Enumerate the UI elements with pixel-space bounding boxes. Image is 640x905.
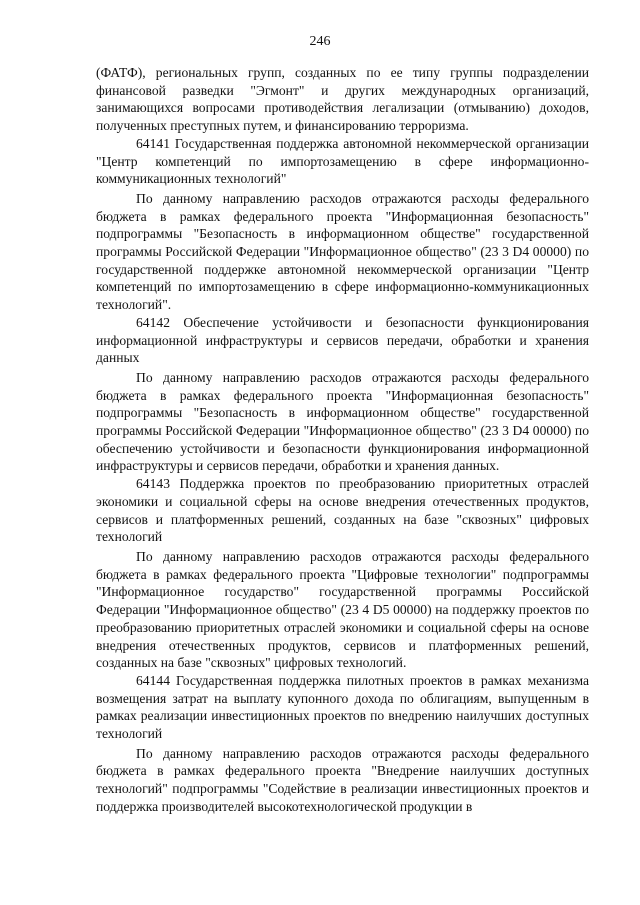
paragraph-64144-description: По данному направлению расходов отражаются расходы федерального бюджета в рамках федерального проекта "Внедрение наилучших доступных технологий" подпрограммы "Содействие в реализации инвестиционных проектов и поддержка производителей высокотехнологической продукции в (96, 745, 589, 814)
paragraph-64141-heading: 64141 Государственная поддержка автономной некоммерческой организации "Центр компетенций по импортозамещению в сфере информационно-коммуникационных технологий" (96, 135, 589, 187)
paragraph-64142-heading: 64142 Обеспечение устойчивости и безопасности функционирования информационной инфраструктуры и сервисов передачи, обработки и хранения данных (96, 314, 589, 366)
paragraph-64143-heading: 64143 Поддержка проектов по преобразованию приоритетных отраслей экономики и социальной сферы на основе внедрения отечественных продуктов, сервисов и платформенных решений, созданных на базе "сквозных" цифровых технологий (96, 476, 589, 545)
paragraph-64141-description: По данному направлению расходов отражаются расходы федерального бюджета в рамках федерального проекта "Информационная безопасность" подпрограммы "Безопасность в информационном обществе" государственной программы Российской Федерации "Информационное общество" (23 3 D4 00000) по государственной поддержке автономной некоммерческой организации "Центр компетенций по импортозамещению в сфере информационно-коммуникационных технологий". (96, 190, 589, 313)
paragraph-continuation: (ФАТФ), региональных групп, созданных по ее типу группы подразделении финансовой разведки "Эгмонт" и других международных организаций, занимающихся вопросами противодействия легализации (отмыванию) доходов, полученных преступных путем, и финансированию терроризма. (96, 65, 589, 134)
paragraph-64142-description: По данному направлению расходов отражаются расходы федерального бюджета в рамках федерального проекта "Информационная безопасность" подпрограммы "Безопасность в информационном обществе" государственной программы Российской Федерации "Информационное общество" (23 3 D4 00000) по обеспечению устойчивости и безопасности функционирования информационной инфраструктуры и сервисов передачи, обработки и хранения данных. (96, 369, 589, 474)
paragraph-64143-description: По данному направлению расходов отражаются расходы федерального бюджета в рамках федерального проекта "Цифровые технологии" подпрограммы "Информационное государство" государственной программы Российской Федерации "Информационное общество" (23 4 D5 00000) на поддержку проектов по преобразованию приоритетных отраслей экономики и социальной сферы на основе внедрения отечественных продуктов, сервисов и платформенных решений, созданных на базе "сквозных" цифровых технологий. (96, 548, 589, 671)
paragraph-64144-heading: 64144 Государственная поддержка пилотных проектов в рамках механизма возмещения затрат на выплату купонного дохода по облигациям, выпущенным в рамках реализации инвестиционных проектов по внедрению наилучших доступных технологий (96, 672, 589, 742)
document-body (96, 64, 589, 816)
page-number: 246 (309, 34, 331, 49)
